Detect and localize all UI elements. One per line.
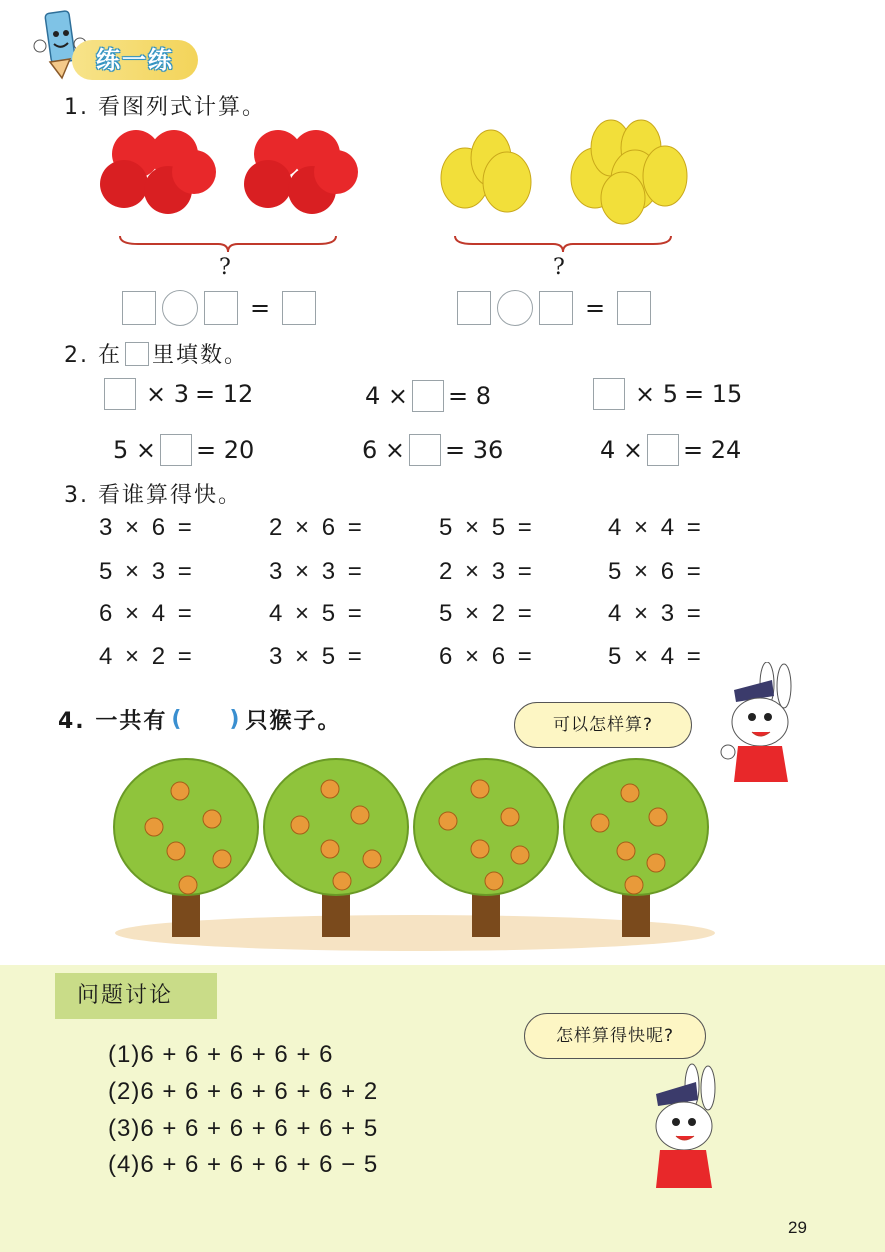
discussion-speech-bubble: 怎样算得快呢? bbox=[524, 1013, 706, 1059]
equals-sign: = bbox=[585, 294, 606, 322]
eq-text: = 15 bbox=[684, 380, 743, 408]
eq-text: 4 × bbox=[365, 382, 409, 410]
answer-box[interactable] bbox=[593, 378, 625, 410]
q2-title bbox=[64, 338, 248, 369]
pears-illustration bbox=[435, 108, 695, 226]
q2-title-before: 2. 在 bbox=[64, 343, 122, 368]
fact-item: 5 × 6 = bbox=[608, 558, 704, 585]
apple-group-left bbox=[100, 130, 216, 214]
fact-item: 3 × 5 = bbox=[269, 643, 365, 670]
q2-eq-1 bbox=[104, 378, 253, 410]
question-mark-right: ? bbox=[553, 255, 565, 280]
fact-item: 4 × 3 = bbox=[608, 600, 704, 627]
answer-box[interactable] bbox=[539, 291, 573, 325]
q4-speech-bubble: 可以怎样算? bbox=[514, 702, 692, 748]
fact-item: 2 × 3 = bbox=[439, 558, 535, 585]
eq-text: 4 × bbox=[600, 436, 644, 464]
answer-box[interactable] bbox=[204, 291, 238, 325]
paren-close: ) bbox=[229, 707, 242, 732]
trees-illustration bbox=[110, 755, 720, 955]
fact-item: 5 × 2 = bbox=[439, 600, 535, 627]
q1-equation-left bbox=[122, 290, 316, 326]
eq-text: = 24 bbox=[683, 436, 742, 464]
q1-title: 1. 看图列式计算。 bbox=[64, 95, 266, 120]
eq-text: = 20 bbox=[196, 436, 255, 464]
fact-item: 3 × 3 = bbox=[269, 558, 365, 585]
discussion-tab: 问题讨论 bbox=[55, 973, 217, 1019]
answer-box[interactable] bbox=[412, 380, 444, 412]
eq-text: = 12 bbox=[195, 380, 254, 408]
eq-text: = 8 bbox=[448, 382, 492, 410]
eq-text: 5 × bbox=[113, 436, 157, 464]
q1-equation-right bbox=[457, 290, 651, 326]
brace-right bbox=[453, 234, 673, 254]
page-number: 29 bbox=[788, 1218, 807, 1237]
sample-box bbox=[125, 342, 149, 366]
eq-text: 6 × bbox=[362, 436, 406, 464]
fact-item: 5 × 5 = bbox=[439, 514, 535, 541]
operator-circle[interactable] bbox=[497, 290, 533, 326]
fact-item: 5 × 4 = bbox=[608, 643, 704, 670]
q2-eq-5 bbox=[362, 434, 503, 466]
q2-eq-4 bbox=[113, 434, 254, 466]
section-title: 练一练 bbox=[72, 40, 198, 80]
apple-group-right bbox=[244, 130, 358, 214]
answer-box[interactable] bbox=[457, 291, 491, 325]
q4-title bbox=[58, 704, 341, 735]
answer-box[interactable] bbox=[647, 434, 679, 466]
q4-title-before: 4. 一共有 bbox=[58, 709, 168, 734]
apples-illustration bbox=[98, 118, 368, 223]
question-mark-left: ? bbox=[219, 255, 231, 280]
eq-text: = 36 bbox=[445, 436, 504, 464]
q2-eq-3 bbox=[593, 378, 742, 410]
fact-item: 2 × 6 = bbox=[269, 514, 365, 541]
fact-item: 4 × 5 = bbox=[269, 600, 365, 627]
fact-item: 3 × 6 = bbox=[99, 514, 195, 541]
discussion-item: (3)6 + 6 + 6 + 6 + 6 + 5 bbox=[108, 1115, 379, 1142]
equals-sign: = bbox=[250, 294, 271, 322]
answer-box[interactable] bbox=[409, 434, 441, 466]
paren-open: ( bbox=[171, 707, 184, 732]
answer-box[interactable] bbox=[617, 291, 651, 325]
fact-item: 6 × 4 = bbox=[99, 600, 195, 627]
eq-text: × 3 bbox=[146, 380, 190, 408]
operator-circle[interactable] bbox=[162, 290, 198, 326]
eq-text: × 5 bbox=[635, 380, 679, 408]
section-header bbox=[30, 6, 180, 80]
discussion-item: (4)6 + 6 + 6 + 6 + 6 − 5 bbox=[108, 1151, 379, 1178]
q4-title-after: 只猴子。 bbox=[245, 709, 342, 734]
brace-left bbox=[118, 234, 338, 254]
discussion-item: (1)6 + 6 + 6 + 6 + 6 bbox=[108, 1041, 334, 1068]
q3-title: 3. 看谁算得快。 bbox=[64, 483, 242, 508]
answer-box[interactable] bbox=[122, 291, 156, 325]
q2-eq-2 bbox=[365, 380, 491, 412]
answer-box[interactable] bbox=[104, 378, 136, 410]
fact-item: 6 × 6 = bbox=[439, 643, 535, 670]
rabbit-mascot-icon bbox=[630, 1062, 730, 1194]
fact-item: 4 × 4 = bbox=[608, 514, 704, 541]
fact-item: 4 × 2 = bbox=[99, 643, 195, 670]
answer-box[interactable] bbox=[282, 291, 316, 325]
answer-box[interactable] bbox=[160, 434, 192, 466]
rabbit-mascot-icon bbox=[712, 662, 812, 792]
discussion-item: (2)6 + 6 + 6 + 6 + 6 + 2 bbox=[108, 1078, 379, 1105]
q2-eq-6 bbox=[600, 434, 741, 466]
q2-title-after: 里填数。 bbox=[151, 343, 248, 368]
fact-item: 5 × 3 = bbox=[99, 558, 195, 585]
